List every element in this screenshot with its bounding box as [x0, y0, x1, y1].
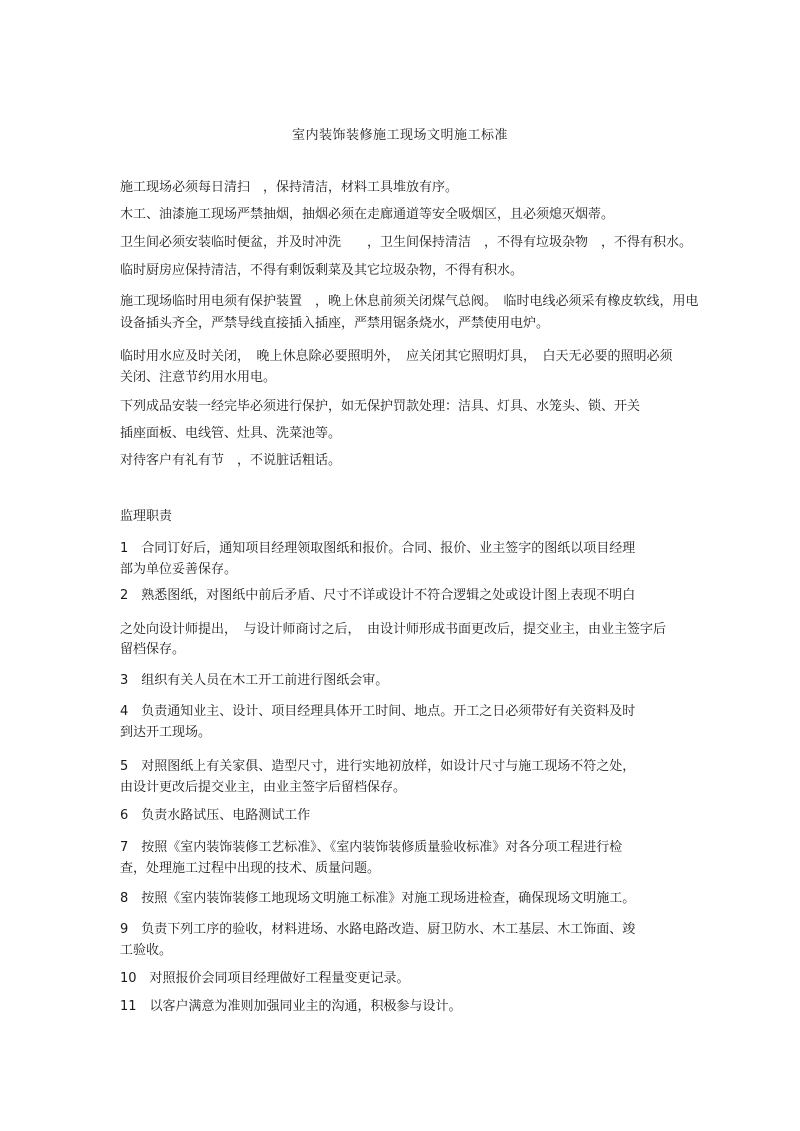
duty-line: 之处向设计师提出， 与设计师商讨之后， 由设计师形成书面更改后，提交业主，由业主签字后	[120, 622, 667, 637]
duty-line: 4 负责通知业主、设计、项目经理具体开工时间、地点。开工之日必须带好有关资料及时	[120, 704, 636, 719]
rule-line: 对待客户有礼有节 ，不说脏话粗话。	[120, 453, 342, 468]
duty-line: 7 按照《室内装饰装修工艺标准》、《室内装饰装修质量验收标准》对各分项工程进行检	[120, 840, 623, 855]
rule-line: 设备插头齐全，严禁导线直接插入插座，严禁用锯条烧水，严禁使用电炉。	[120, 316, 550, 331]
rule-line: 临时用水应及时关闭， 晚上休息除必要照明外， 应关闭其它照明灯具， 白天无必要的照明必须	[120, 349, 673, 364]
duty-line: 5 对照图纸上有关家俱、造型尺寸，进行实地初放样，如设计尺寸与施工现场不符之处，	[120, 759, 636, 774]
duty-line: 11 以客户满意为准则加强同业主的沟通，积极参与设计。	[120, 999, 462, 1014]
rule-line: 卫生间必须安装临时便盆，并及时冲洗 ，卫生间保持清洁 ，不得有垃圾杂物 ，不得有积水。	[120, 235, 693, 250]
duty-line: 8 按照《室内装饰装修工地现场文明施工标准》对施工现场进检查，确保现场文明施工。	[120, 891, 636, 906]
duty-line: 工验收。	[120, 943, 173, 958]
rule-line: 关闭、注意节约用水用电。	[120, 370, 277, 385]
rule-line: 木工、油漆施工现场严禁抽烟，抽烟必须在走廊通道等安全吸烟区，且必须熄灭烟蒂。	[120, 207, 615, 222]
rule-line: 临时厨房应保持清洁，不得有剩饭剩菜及其它垃圾杂物，不得有积水。	[120, 263, 524, 278]
duty-line: 1 合同订好后，通知项目经理领取图纸和报价。合同、报价、业主签字的图纸以项目经理	[120, 541, 636, 556]
rule-line: 施工现场必须每日清扫 ，保持清洁，材料工具堆放有序。	[120, 180, 459, 195]
duty-line: 9 负责下列工序的验收，材料进场、水路电路改造、厨卫防水、木工基层、木工饰面、竣	[120, 922, 636, 937]
document-title: 室内装饰装修施工现场文明施工标准	[291, 128, 508, 143]
duty-line: 到达开工现场。	[120, 725, 212, 740]
rule-line: 施工现场临时用电须有保护装置 ，晚上休息前须关闭煤气总阀。 临时电线必须采有橡皮软线，用电	[120, 294, 699, 309]
duty-line: 留档保存。	[120, 642, 186, 657]
rule-line: 插座面板、电线管、灶具、洗菜池等。	[120, 426, 342, 441]
duty-line: 3 组织有关人员在木工开工前进行图纸会审。	[120, 673, 389, 688]
duty-line: 2 熟悉图纸，对图纸中前后矛盾、尺寸不详或设计不符合逻辑之处或设计图上表现不明白	[120, 588, 636, 603]
section-title: 监理职责	[120, 509, 173, 524]
duty-line: 10 对照报价会同项目经理做好工程量变更记录。	[120, 971, 410, 986]
rule-line: 下列成品安装一经完毕必须进行保护，如无保护罚款处理：洁具、灯具、水笼头、锁、开关	[120, 399, 641, 414]
duty-line: 部为单位妥善保存。	[120, 562, 238, 577]
duty-line: 查，处理施工过程中出现的技术、质量问题。	[120, 861, 381, 876]
duty-line: 6 负责水路试压、电路测试工作	[120, 808, 311, 823]
duty-line: 由设计更改后提交业主，由业主签字后留档保存。	[120, 780, 407, 795]
